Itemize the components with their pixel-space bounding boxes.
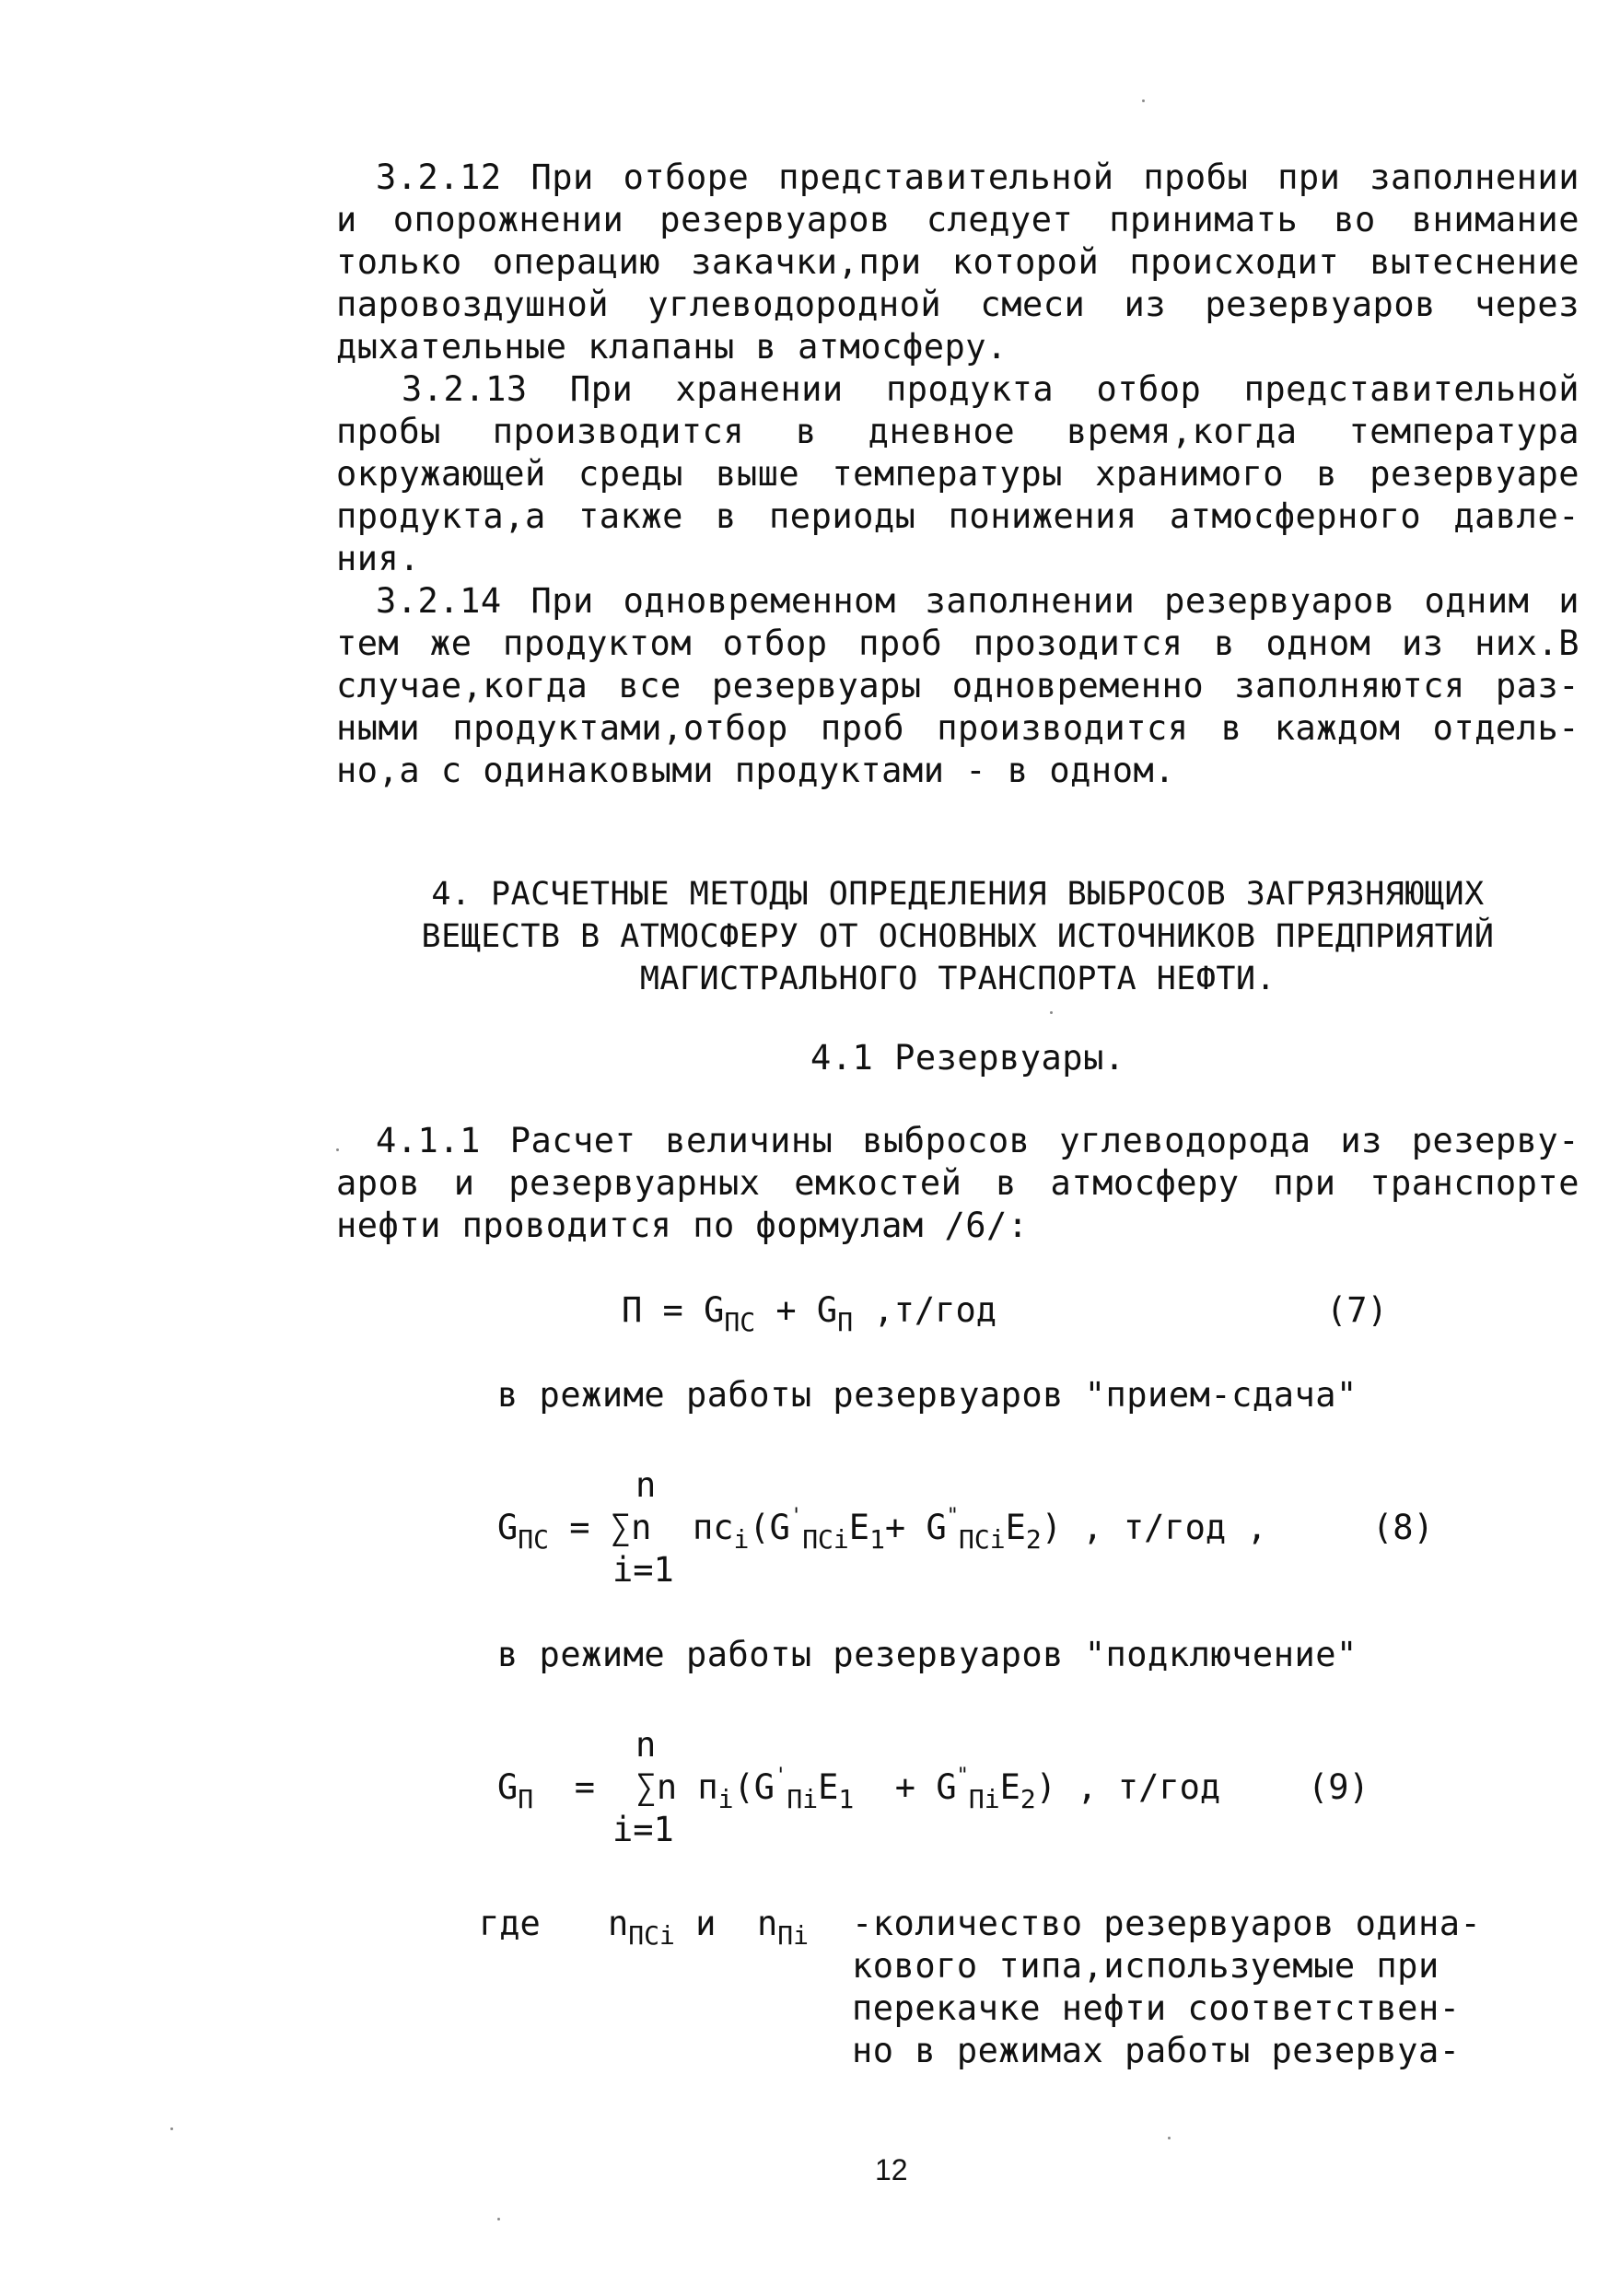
where-label: где — [479, 1904, 541, 1943]
para-3-2-12-line-3: только операцию закачки,при которой происходит вытеснение — [336, 242, 1579, 282]
scan-speck — [170, 2127, 173, 2130]
equation-9-sum-bottom: i=1 — [612, 1810, 674, 1849]
para-3-2-12-line-5: дыхательные клапаны в атмосферу. — [336, 327, 1008, 367]
equation-8: $G_{ПС} = \sum n$ $пс_i(G'_{ПСi}E_1+ G^"_{ПСi}E_2)$ , т/год , — [497, 1505, 1267, 1555]
page-number: 12 — [875, 2153, 908, 2186]
scan-speck — [1142, 99, 1145, 102]
mode-podklyuchenie: в режиме работы резервуаров "подключение" — [497, 1635, 1358, 1674]
equation-7-number: (7) — [1326, 1290, 1388, 1330]
section-title-line-2: ВЕЩЕСТВ В АТМОСФЕРУ ОТ ОСНОВНЫХ ИСТОЧНИКОВ ПРЕДПРИЯТИЙ — [421, 918, 1495, 955]
para-4-1-1-line-1: 4.1.1 Расчет величины выбросов углеводорода из резерву- — [376, 1121, 1579, 1160]
para-4-1-1-line-3: нефти проводится по формулам /6/: — [336, 1206, 1029, 1245]
para-3-2-13-line-4: продукта,а также в периоды понижения атмосферного давле- — [336, 496, 1579, 536]
equation-8-sum-bottom: i=1 — [612, 1550, 674, 1590]
where-desc-line-1: -количество резервуаров одина- — [852, 1904, 1482, 1943]
para-3-2-13-line-5: ния. — [336, 539, 421, 578]
where-desc-line-3: перекачке нефти соответствен- — [852, 1988, 1461, 2028]
section-title-line-3: МАГИСТРАЛЬНОГО ТРАНСПОРТА НЕФТИ. — [639, 961, 1276, 997]
para-3-2-13-line-1: 3.2.13 При хранении продукта отбор представительной — [402, 369, 1579, 409]
section-title-line-1: 4. РАСЧЕТНЫЕ МЕТОДЫ ОПРЕДЕЛЕНИЯ ВЫБРОСОВ ЗАГРЯЗНЯЮЩИХ — [431, 876, 1485, 913]
para-3-2-13-line-2: пробы производится в дневное время,когда температура — [336, 412, 1579, 451]
para-3-2-13-line-3: окружающей среды выше температуры хранимого в резервуаре — [336, 454, 1579, 494]
equation-9-sum-top: n — [635, 1725, 657, 1765]
para-3-2-12-line-4: паровоздушной углеводородной смеси из резервуаров через — [336, 285, 1579, 324]
scan-speck — [497, 2218, 500, 2220]
mode-priem-sdacha: в режиме работы резервуаров "прием-сдача" — [497, 1375, 1358, 1415]
subsection-title: 4.1 Резервуары. — [810, 1038, 1125, 1078]
scan-speck — [336, 1148, 339, 1151]
para-3-2-14-line-3: случае,когда все резервуары одновременно заполняются раз- — [336, 666, 1579, 705]
equation-9-number: (9) — [1308, 1767, 1369, 1807]
para-3-2-14-line-1: 3.2.14 При одновременном заполнении резервуаров одним и — [376, 581, 1579, 621]
para-3-2-12-line-1: 3.2.12 При отборе представительной пробы при заполнении — [376, 157, 1579, 197]
where-desc-line-4: но в режимах работы резервуа- — [852, 2031, 1461, 2070]
para-3-2-14-line-2: тем же продуктом отбор проб прозодится в одном из них.В — [336, 624, 1579, 663]
para-3-2-14-line-4: ными продуктами,отбор проб производится в каждом отдель- — [336, 708, 1579, 748]
equation-9: $G_П = \sum n$ $п_i(G'_{Пi}E_1 + G^"_{Пi}E_2)$ , т/год — [497, 1765, 1221, 1814]
equation-8-number: (8) — [1372, 1508, 1434, 1547]
scan-speck — [1050, 1011, 1053, 1014]
equation-7: $П = G_{ПС} + G_П$ ,т/год — [622, 1290, 997, 1337]
scan-speck — [1168, 2137, 1171, 2139]
para-4-1-1-line-2: аров и резервуарных емкостей в атмосферу при транспорте — [336, 1163, 1579, 1203]
para-3-2-14-line-5: но,а с одинаковыми продуктами - в одном. — [336, 751, 1176, 790]
para-3-2-12-line-2: и опорожнении резервуаров следует принимать во внимание — [336, 200, 1579, 239]
equation-8-sum-top: n — [635, 1465, 657, 1505]
where-variables: $n_{ПСi}$ и $n_{Пi}$ — [608, 1904, 809, 1951]
where-desc-line-2: кового типа,используемые при — [852, 1946, 1439, 1986]
